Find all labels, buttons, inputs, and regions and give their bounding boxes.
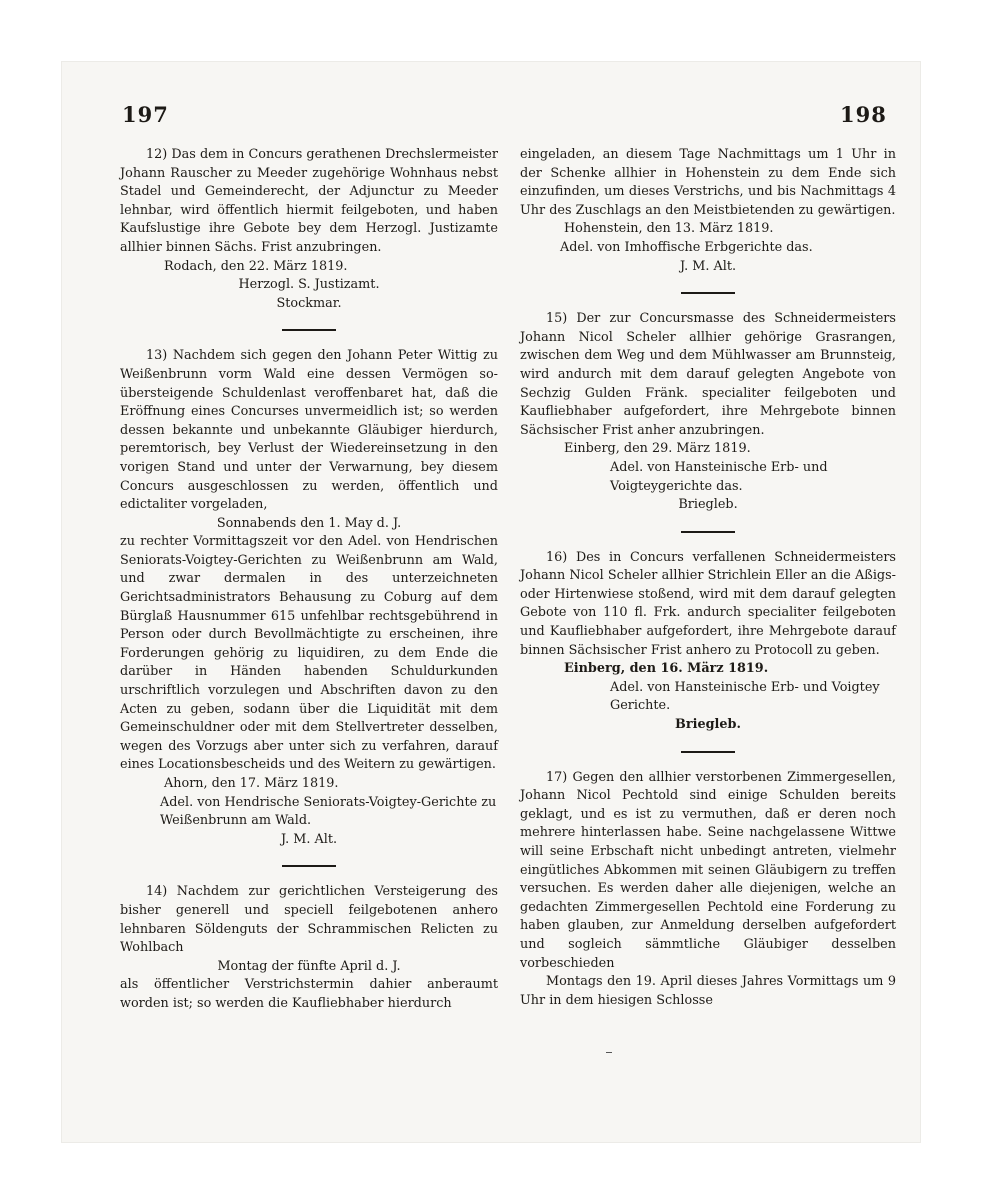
notice-body: 12) Das dem in Concurs gerathenen Drechslermeister Johann Rauscher zu Meeder zugehörige Wohnhaus nebst Stadel und Gemeinderecht, der Adjunctur zu Meeder lehnbar, wird öffentlich hiermit feilgeboten, und haben Kaufslustige ihre Gebote bey dem Herzogl. Justizamte allhier binnen Sächs. Frist anzubringen.: [120, 147, 498, 255]
section-divider: [681, 531, 735, 533]
section-divider: [681, 751, 735, 753]
signature-name: Stockmar.: [276, 295, 342, 311]
signature-office: Adel. von Hansteinische Erb- und Voigtey Gerichte.: [610, 679, 880, 714]
page-number-right: 198: [840, 102, 887, 127]
notice-17: [520, 769, 896, 1011]
place-date: Ahorn, den 17. März 1819.: [164, 776, 339, 791]
print-mark: [606, 1052, 612, 1053]
notice-body: eingeladen, an diesem Tage Nachmittags um 1 Uhr in der Schenke allhier in Hohenstein zu dem Ende sich einzufinden, um dieses Verstrichs, und bis Nachmittags 4 Uhr des Zuschlags an den Meistbietenden zu gewärtigen.: [520, 147, 896, 218]
notice-12: [120, 146, 498, 313]
place-date: Hohenstein, den 13. März 1819.: [564, 221, 774, 237]
notice-body: 13) Nachdem sich gegen den Johann Peter Wittig zu Weißenbrunn vorm Wald eine dessen Vermögen so-übersteigende Schuldenlast veroffenbaret hat, daß die Eröffnung eines Concurses unvermeidlich ist; so werden dessen bekannte und unbekannte Gläubiger hierdurch, peremtorisch, bey Verlust der Wiedereinsetzung in den vorigen Stand und unter der Verwarnung, bey diesem Concurs ausgeschlossen zu werden, öffentlich und edictaliter vorgeladen,: [120, 348, 498, 513]
right-column: [520, 146, 896, 1010]
place-date: Rodach, den 22. März 1819.: [164, 258, 348, 274]
signature-office: Adel. von Hendrische Seniorats-Voigtey-Gerichte zu Weißenbrunn am Wald.: [160, 794, 497, 829]
notice-16: [520, 549, 896, 735]
notice-body: 14) Nachdem zur gerichtlichen Versteigerung des bisher generell und speciell feilgebotenen anhero lehnbaren Söldenguts der Schrammischen Relicten zu Wohlbach: [120, 884, 498, 956]
notice-body-continued: zu rechter Vormittagszeit vor den Adel. von Hendrischen Seniorats-Voigtey-Gerichten zu Weißenbrunn am Wald, und zwar dermalen in des unterzeichneten Gerichtsadministrators Behausung zu Coburg auf dem Bürglaß Hausnummer 615 unfehlbar rechtsgebührend in Person oder durch Bevollmächtigte zu erscheinen, ihre Forderungen gehörig zu liquidiren, zu dem Ende die darüber in Händen habenden Schuldurkunden urschriftlich vorzulegen und Abschriften davon zu den Acten zu geben, sodann über die Liquidität mit dem Gemeinschuldner oder mit dem Stellvertreter desselben, wegen des Vorzugs aber unter sich zu verfahren, darauf eines Locationsbescheids und des Weitern zu gewärtigen.: [120, 534, 498, 773]
page-number-left: 197: [122, 102, 169, 127]
notice-body: 16) Des in Concurs verfallenen Schneidermeisters Johann Nicol Scheler allhier Strichlein Eller an die Aßigs- oder Hirtenwiese stoßend, wird mit dem darauf gelegten Gebote von 110 fl. Frk. andurch specialiter feilgeboten und Kaufliebhaber aufgefordert, ihre Mehrgebote darauf binnen Sächsischer Frist anhero zu Protocoll zu geben.: [520, 549, 896, 658]
signature-office: Herzogl. S. Justizamt.: [238, 277, 380, 293]
notice-14: [120, 883, 498, 1013]
notice-body: 17) Gegen den allhier verstorbenen Zimmergesellen, Johann Nicol Pechtold sind einige Schulden bereits geklagt, und es ist zu vermuthen, daß er deren noch mehrere hinterlassen habe. Seine nachgelassene Wittwe will seine Erbschaft nicht unbedingt antreten, vielmehr eingütliches Abkommen mit seinen Gläubigern zu treffen versuchen. Es werden daher alle diejenigen, welche an gedachten Zimmergesellen Pechtold eine Forderung zu haben glauben, zur Anmeldung derselben aufgefordert und sogleich sämmtliche Gläubiger desselben vorbeschieden: [520, 769, 896, 971]
section-divider: [282, 329, 336, 331]
notice-body-continued: als öffentlicher Verstrichstermin dahier anberaumt worden ist; so werden die Kaufliebhaber hierdurch: [120, 977, 498, 1011]
signature-name: J. M. Alt.: [280, 831, 338, 847]
place-date: Einberg, den 29. März 1819.: [564, 441, 751, 457]
notice-14-continued: [520, 146, 896, 276]
date-line: Montag der fünfte April d. J.: [217, 958, 401, 974]
left-column: [120, 146, 498, 1014]
section-divider: [282, 865, 336, 867]
signature-office: Adel. von Imhoffische Erbgerichte das.: [560, 239, 813, 255]
notice-13: [120, 347, 498, 849]
section-divider: [681, 292, 735, 294]
signature-name: Briegleb.: [675, 717, 741, 733]
notice-15: [520, 310, 896, 515]
date-line: Sonnabends den 1. May d. J.: [216, 515, 402, 531]
signature-name: Briegleb.: [678, 497, 738, 513]
date-line: Montags den 19. April dieses Jahres Vormittags um 9 Uhr in dem hiesigen Schlosse: [520, 974, 896, 1008]
notice-body: 15) Der zur Concursmasse des Schneidermeisters Johann Nicol Scheler allhier gehörige Grasrangen, zwischen dem Weg und dem Mühlwasser am Brunnsteig, wird andurch mit dem darauf gelegten Angebote von Sechzig Gulden Fränk. specialiter feilgeboten und Kaufliebhaber aufgefordert, ihre Mehrgebote binnen Sächsischer Frist anher anzubringen.: [520, 311, 896, 438]
signature-name: J. M. Alt.: [679, 258, 737, 274]
place-date: Einberg, den 16. März 1819.: [564, 661, 769, 677]
signature-office: Adel. von Hansteinische Erb- und Voigteygerichte das.: [610, 459, 828, 494]
